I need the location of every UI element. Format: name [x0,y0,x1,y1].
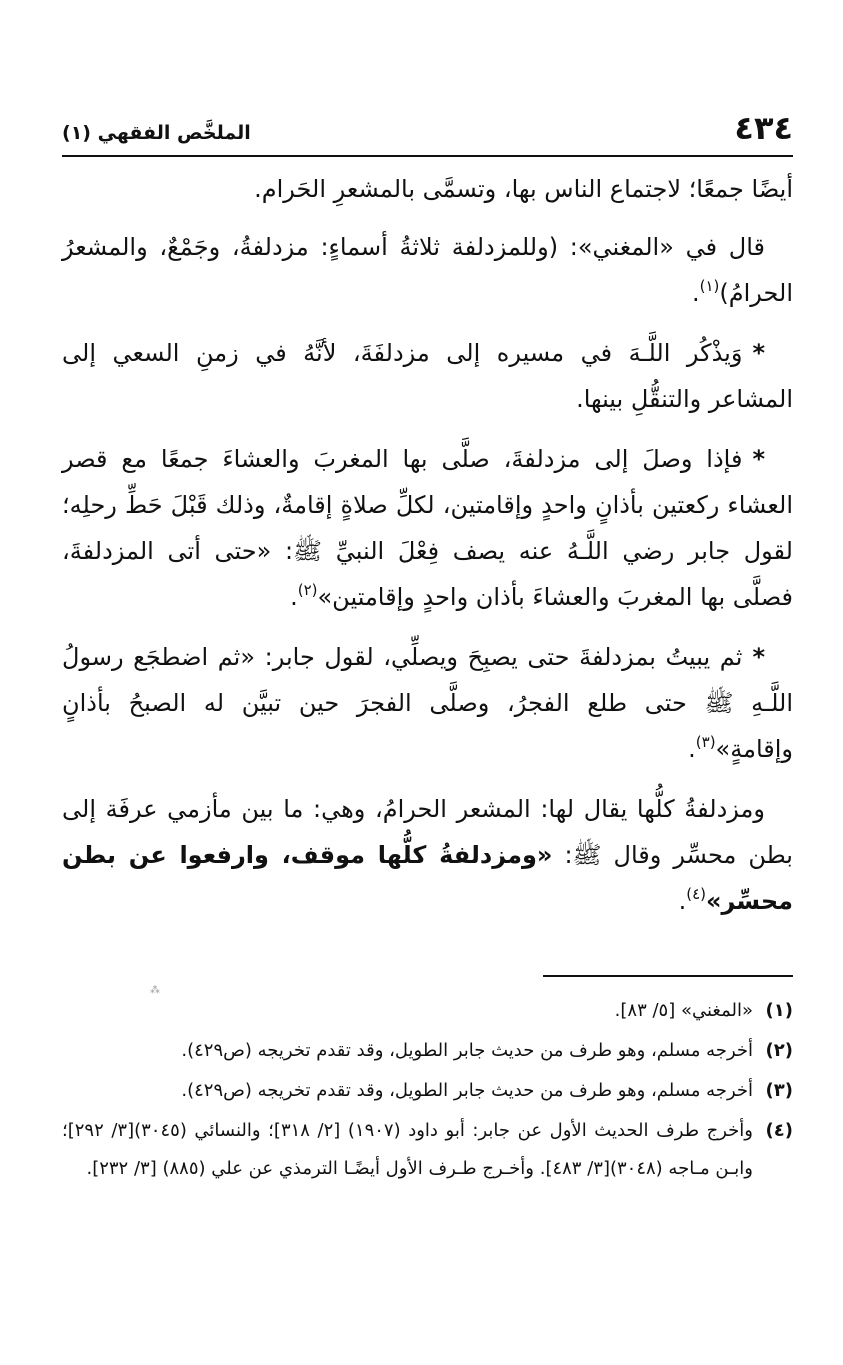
paragraph-4-text: فإذا وصلَ إلى مزدلفةَ، صلَّى بها المغربَ والعشاءَ جمعًا مع قصر العشاء ركعتين بأذانٍ واحدٍ وإقامتين، لكلِّ صلاةٍ إقامةٌ، وذلك قَبْلَ حَطِّ رحلِه؛ لقول جابر رضي اللَّـهُ عنه يصف فِعْلَ النبيِّ ﷺ: «حتى أتى المزدلفةَ، فصلَّى بها المغربَ والعشاءَ بأذان واحدٍ وإقامتين» [62,445,793,611]
footnote-4 [62,1112,793,1188]
paragraph-3-text: وَيذْكُر اللَّـهَ في مسيره إلى مزدلفَةَ، لأنَّهُ في زمنِ السعي إلى المشاعر والتنقُّلِ بينها. [62,339,793,413]
footnote-3 [62,1072,793,1110]
footnote-ref-2: (٢) [297,581,318,599]
paragraph-3 [62,330,793,422]
bullet-marker: * [752,643,765,671]
paragraph-4 [62,436,793,620]
scan-speck: ⁂ [150,985,160,996]
footnote-ref-1: (١) [699,277,720,295]
paragraph-6-text: ومزدلفةُ كلُّها يقال لها: المشعر الحرامُ، وهي: ما بين مأزمي عرفَة إلى بطن محسِّر وقال ﷺ: [62,795,793,869]
page-number: ٤٣٤ [734,109,793,147]
paragraph-5-tail: . [688,735,696,763]
footnote-ref-4: (٤) [686,885,706,903]
header-divider [62,155,793,157]
footnote-text: أخرجه مسلم، وهو طرف من حديث جابر الطويل، وقد تقدم تخريجه (ص٤٢٩). [181,1040,753,1061]
main-text [62,166,793,938]
hadith-quote: «ومزدلفةُ كلُّها موقف، وارفعوا عن بطن محسِّر» [62,841,793,915]
running-title: الملخَّص الفقهي (١) [62,122,251,144]
footnote-number: (٢) [765,1040,793,1061]
paragraph-6-tail: . [678,887,687,915]
paragraph-2-text: قال في «المغني»: (وللمزدلفة ثلاثةُ أسماءٍ: مزدلفةُ، وجَمْعٌ، والمشعرُ الحرامُ) [62,233,793,307]
paragraph-5 [62,634,793,772]
bullet-marker: * [752,445,765,473]
footnote-ref-3: (٣) [695,733,716,751]
paragraph-4-tail: . [290,583,298,611]
footnote-text: «المغني» [٥/ ٨٣]. [614,1000,753,1021]
bullet-marker: * [752,339,765,367]
footnote-number: (١) [765,1000,793,1021]
footnotes [62,992,793,1190]
footnote-number: (٤) [765,1120,793,1141]
footnote-1 [62,992,793,1030]
paragraph-1 [62,166,793,212]
footnote-number: (٣) [765,1080,793,1101]
paragraph-6 [62,786,793,924]
paragraph-1-text: أيضًا جمعًا؛ لاجتماع الناس بها، وتسمَّى بالمشعرِ الحَرام. [254,175,793,203]
footnote-2 [62,1032,793,1070]
paragraph-2-tail: . [691,279,700,307]
footnote-text: وأخرج طرف الحديث الأول عن جابر: أبو داود (١٩٠٧) [٢/ ٣١٨]؛ والنسائي (٣٠٤٥)[٣/ ٢٩٢]؛ وابـن مـاجه (٣٠٤٨)[٣/ ٤٨٣]. وأخـرج طـرف الأول أيضًـا الترمذي عن علي (٨٨٥) [٣/ ٢٣٢]. [62,1120,753,1179]
paragraph-2 [62,224,793,316]
paragraph-5-text: ثم يبيتُ بمزدلفةَ حتى يصبِحَ ويصلِّي، لقول جابر: «ثم اضطجَع رسولُ اللَّـهِ ﷺ حتى طلع الفجرُ، وصلَّى الفجرَ حين تبيَّن له الصبحُ بأذانٍ وإقامةٍ» [62,643,793,763]
page-header [62,108,793,154]
footnote-text: أخرجه مسلم، وهو طرف من حديث جابر الطويل، وقد تقدم تخريجه (ص٤٢٩). [181,1080,753,1101]
footnote-divider [543,975,793,977]
